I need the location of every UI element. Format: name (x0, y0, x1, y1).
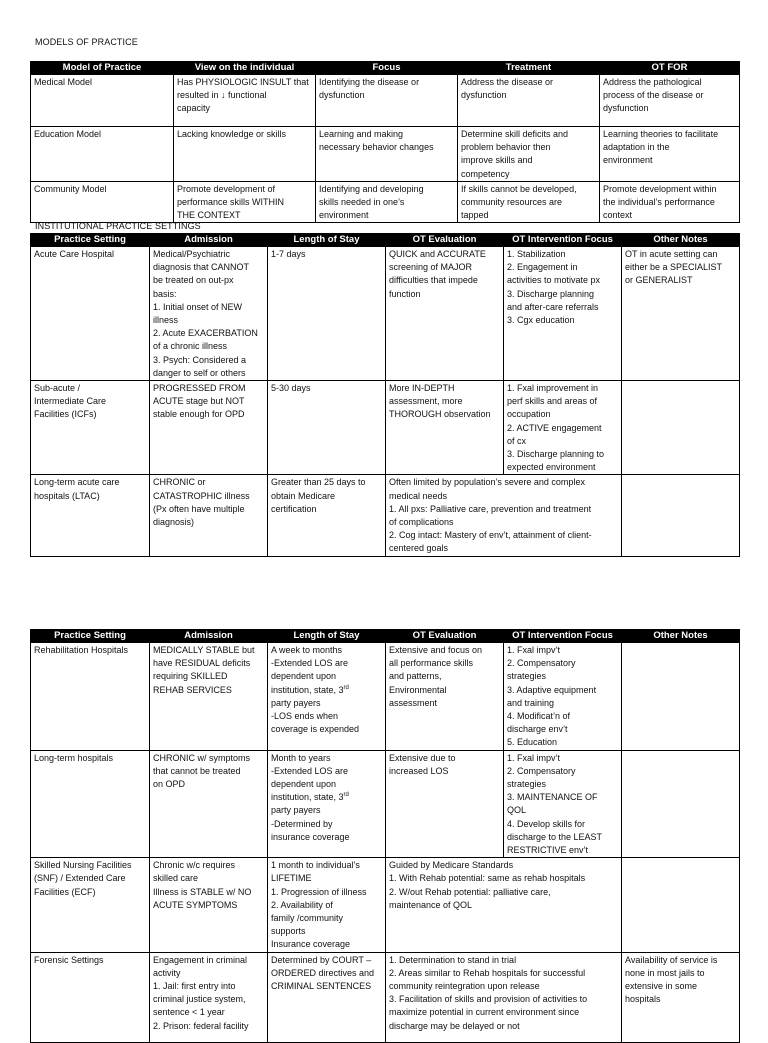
practice-settings-table-1 (30, 233, 740, 557)
header-ot-for: OT FOR (600, 62, 740, 75)
cell-focus (316, 127, 458, 182)
cell-line: supports (271, 926, 306, 937)
models-of-practice-heading: MODELS OF PRACTICE (35, 37, 138, 47)
models-header-row (31, 62, 740, 75)
cell-line: RESTRICTIVE env’t (507, 845, 589, 856)
cell-line: Address the pathological (603, 77, 702, 87)
cell-line: -Extended LOS are (271, 765, 349, 776)
cell-line: maximize potential in current environment since (389, 1007, 580, 1018)
cell-view (174, 75, 316, 127)
header-ot-evaluation: OT Evaluation (386, 630, 504, 643)
cell-line: 3. Cgx education (507, 315, 575, 326)
cell-line: capacity (177, 103, 211, 114)
cell-other-notes (622, 381, 740, 475)
cell-line: (Px often have multiple (153, 503, 245, 514)
cell-ot-evaluation (386, 750, 504, 858)
cell-length-of-stay (268, 750, 386, 858)
settings-row (31, 643, 740, 751)
practice-settings-table-2 (30, 629, 740, 1043)
cell-line: 3. MAINTENANCE OF (507, 792, 598, 803)
cell-line: QUICK and ACCURATE (389, 249, 486, 259)
cell-line: diagnosis that CANNOT (153, 262, 250, 273)
cell-line: -LOS ends when (271, 711, 339, 722)
cell-line: and training (507, 697, 555, 708)
cell-ot-intervention-focus (504, 643, 622, 751)
cell-line: maintenance of QOL (389, 899, 473, 910)
cell-line: Address the disease or (461, 77, 554, 87)
cell-line: 2. Cog intact: Mastery of env’t, attainment of client- (389, 530, 592, 541)
cell-line: 2. Prison: federal facility (153, 1020, 249, 1031)
cell-line: environment (603, 155, 653, 166)
cell-line: Facilities (ICFs) (34, 409, 97, 420)
cell-line: discharge env’t (507, 724, 568, 735)
cell-model (31, 181, 174, 223)
cell-length-of-stay (268, 247, 386, 381)
cell-line: Insurance coverage (271, 939, 351, 950)
cell-line: 1-7 days (271, 249, 306, 259)
cell-line: of a chronic illness (153, 341, 228, 352)
header-ot-evaluation: OT Evaluation (386, 234, 504, 247)
cell-line: insurance coverage (271, 831, 350, 842)
cell-ot-for (600, 181, 740, 223)
cell-line: problem behavior then (461, 142, 551, 153)
cell-practice-setting (31, 858, 150, 952)
cell-line: CHRONIC w/ symptoms (153, 752, 251, 763)
cell-length-of-stay (268, 381, 386, 475)
cell-line: centered goals (389, 543, 449, 554)
cell-other-notes (622, 643, 740, 751)
cell-line: 1. Fxal impv’t (507, 645, 561, 655)
cell-admission (150, 858, 268, 952)
cell-line: family /community (271, 913, 344, 924)
cell-line: 1. Jail: first entry into (153, 981, 236, 992)
cell-line: dependent upon (271, 779, 337, 790)
cell-ot-intervention-focus (504, 381, 622, 475)
cell-line: resulted in ↓ functional (177, 90, 267, 101)
cell-line: occupation (507, 409, 551, 420)
cell-line: basis: (153, 288, 177, 299)
cell-line: community resources are (461, 197, 563, 208)
cell-view (174, 127, 316, 182)
cell-line: and patterns, (389, 671, 442, 682)
cell-practice-setting (31, 381, 150, 475)
cell-line: hospitals (LTAC) (34, 490, 100, 501)
cell-line: that cannot be treated (153, 765, 241, 776)
cell-practice-setting (31, 952, 150, 1042)
cell-line: none in most jails to (625, 967, 705, 978)
cell-line: Extensive due to (389, 752, 456, 763)
cell-line: have RESIDUAL deficits (153, 658, 251, 669)
cell-line: Engagement in criminal (153, 954, 248, 965)
cell-admission (150, 381, 268, 475)
cell-line: requiring SKILLED (153, 671, 228, 682)
cell-line: 1. Progression of illness (271, 886, 367, 897)
institutional-practice-settings-heading: INSTITUTIONAL PRACTICE SETTINGS (35, 221, 201, 231)
cell-line: increased LOS (389, 765, 449, 776)
cell-line: Promote development of (177, 183, 276, 194)
cell-line: illness (153, 315, 179, 326)
cell-other-notes (622, 952, 740, 1042)
cell-line: obtain Medicare (271, 490, 336, 501)
settings-header-row (31, 234, 740, 247)
cell-line: of complications (389, 517, 454, 528)
cell-line: hospitals (625, 994, 661, 1005)
settings-row (31, 247, 740, 381)
cell-line: and after-care referrals (507, 301, 599, 312)
cell-line: expected environment (507, 462, 596, 473)
cell-line: environment (319, 210, 369, 221)
cell-line: extensive in some (625, 981, 698, 992)
cell-line: performance skills WITHIN (177, 197, 285, 208)
cell-line: Environmental (389, 684, 447, 695)
cell-line: institution, state, 3rd (271, 792, 349, 803)
cell-line: or GENERALIST (625, 275, 693, 286)
cell-line: Chronic w/c requires (153, 860, 236, 871)
header-focus: Focus (316, 62, 458, 75)
cell-other-notes (622, 858, 740, 952)
cell-line: Determine skill deficits and (461, 129, 569, 139)
settings-row (31, 475, 740, 556)
cell-line: Long-term acute care (34, 477, 120, 488)
header-admission: Admission (150, 234, 268, 247)
cell-line: 2. W/out Rehab potential: palliative care, (389, 886, 551, 897)
cell-other-notes (622, 475, 740, 556)
cell-line: Month to years (271, 752, 331, 763)
cell-ot-evaluation-and-intervention (386, 952, 622, 1042)
cell-line: LIFETIME (271, 873, 312, 884)
cell-model (31, 75, 174, 127)
cell-line: Extensive and focus on (389, 645, 483, 655)
cell-line: Intermediate Care (34, 396, 107, 407)
cell-ot-intervention-focus (504, 750, 622, 858)
cell-line: certification (271, 503, 317, 514)
cell-admission (150, 750, 268, 858)
cell-line: ORDERED directives and (271, 967, 375, 978)
cell-line: assessment, more (389, 396, 463, 407)
cell-line: danger to self or others (153, 367, 246, 378)
cell-line: ACUTE stage but NOT (153, 396, 245, 407)
cell-line: sentence < 1 year (153, 1007, 225, 1018)
cell-line: Identifying the disease or (319, 77, 420, 87)
cell-length-of-stay (268, 643, 386, 751)
cell-line: Rehabilitation Hospitals (34, 645, 129, 655)
header-practice-setting: Practice Setting (31, 630, 150, 643)
cell-length-of-stay (268, 952, 386, 1042)
cell-length-of-stay (268, 858, 386, 952)
cell-line: improve skills and (461, 155, 533, 166)
cell-line: 1. Fxal improvement in (507, 383, 599, 394)
cell-ot-evaluation-and-intervention (386, 475, 622, 556)
cell-line: institution, state, 3rd (271, 684, 349, 695)
header-practice-setting: Practice Setting (31, 234, 150, 247)
cell-line: context (603, 210, 633, 221)
cell-line: CRIMINAL SENTENCES (271, 981, 372, 992)
cell-line: Learning theories to facilitate (603, 129, 719, 139)
cell-line: Sub-acute / (34, 383, 81, 394)
cell-treatment (458, 75, 600, 127)
cell-line: CATASTROPHIC illness (153, 490, 250, 501)
cell-other-notes (622, 247, 740, 381)
cell-line: 4. Modificat’n of (507, 711, 571, 722)
cell-practice-setting (31, 247, 150, 381)
cell-line: activity (153, 967, 181, 978)
cell-line: 2. Availability of (271, 899, 333, 910)
cell-admission (150, 475, 268, 556)
header-ot-intervention-focus: OT Intervention Focus (504, 234, 622, 247)
cell-line: MEDICALLY STABLE but (153, 645, 255, 655)
cell-line: assessment (389, 697, 438, 708)
settings-row (31, 750, 740, 858)
cell-line: Medical Model (34, 77, 93, 87)
cell-line: 2. Areas similar to Rehab hospitals for successful (389, 967, 586, 978)
cell-line: -Extended LOS are (271, 658, 349, 669)
cell-line: THOROUGH observation (389, 409, 491, 420)
cell-line: OT in acute setting can (625, 249, 718, 259)
cell-line: medical needs (389, 490, 448, 501)
header-treatment: Treatment (458, 62, 600, 75)
cell-line: Medical/Psychiatric (153, 249, 231, 259)
header-length-of-stay: Length of Stay (268, 234, 386, 247)
cell-line: either be a SPECIALIST (625, 262, 723, 273)
cell-line: party payers (271, 697, 321, 708)
cell-line: dysfunction (603, 103, 649, 114)
cell-other-notes (622, 750, 740, 858)
header-other-notes: Other Notes (622, 630, 740, 643)
cell-line: Community Model (34, 183, 107, 194)
cell-line: 3. Psych: Considered a (153, 354, 247, 365)
header-other-notes: Other Notes (622, 234, 740, 247)
cell-focus (316, 75, 458, 127)
cell-ot-intervention-focus (504, 247, 622, 381)
settings-row (31, 858, 740, 952)
cell-line: If skills cannot be developed, (461, 183, 577, 194)
cell-line: Greater than 25 days to (271, 477, 366, 488)
cell-line: Determined by COURT – (271, 954, 372, 965)
cell-ot-for (600, 75, 740, 127)
cell-line: 2. Compensatory (507, 658, 576, 669)
cell-practice-setting (31, 475, 150, 556)
cell-line: party payers (271, 805, 321, 816)
cell-line: Has PHYSIOLOGIC INSULT that (177, 77, 309, 87)
cell-line: 4. Develop skills for (507, 818, 586, 829)
models-row (31, 127, 740, 182)
cell-line: Availability of service is (625, 954, 718, 965)
cell-ot-for (600, 127, 740, 182)
cell-line: all performance skills (389, 658, 474, 669)
cell-line: THE CONTEXT (177, 210, 241, 221)
cell-line: criminal justice system, (153, 994, 246, 1005)
settings-row (31, 952, 740, 1042)
cell-line: QOL (507, 805, 527, 816)
cell-ot-evaluation (386, 247, 504, 381)
cell-treatment (458, 181, 600, 223)
header-admission: Admission (150, 630, 268, 643)
cell-line: strategies (507, 671, 547, 682)
cell-line: dependent upon (271, 671, 337, 682)
cell-line: tapped (461, 210, 489, 221)
cell-treatment (458, 127, 600, 182)
cell-line: Often limited by population’s severe and complex (389, 477, 585, 488)
cell-line: Lacking knowledge or skills (177, 129, 287, 139)
cell-line: of cx (507, 435, 527, 446)
cell-line: Identifying and developing (319, 183, 424, 194)
cell-line: coverage is expended (271, 724, 360, 735)
header-length-of-stay: Length of Stay (268, 630, 386, 643)
cell-line: 3. Discharge planning (507, 288, 595, 299)
cell-line: necessary behavior changes (319, 142, 434, 153)
cell-line: 2. Engagement in (507, 262, 578, 273)
cell-line: Education Model (34, 129, 102, 139)
cell-line: 2. Compensatory (507, 765, 576, 776)
header-ot-intervention-focus: OT Intervention Focus (504, 630, 622, 643)
cell-line: community reintegration upon release (389, 981, 540, 992)
cell-line: 3. Facilitation of skills and provision of activities to (389, 994, 588, 1005)
cell-line: dysfunction (461, 90, 507, 101)
cell-line: 5. Education (507, 737, 558, 748)
cell-line: A week to months (271, 645, 343, 655)
cell-line: diagnosis) (153, 517, 195, 528)
cell-line: 1. Stabilization (507, 249, 566, 259)
settings-header-row (31, 630, 740, 643)
cell-line: skilled care (153, 873, 199, 884)
cell-line: 2. ACTIVE engagement (507, 422, 602, 433)
cell-focus (316, 181, 458, 223)
cell-practice-setting (31, 750, 150, 858)
cell-line: 1. Determination to stand in trial (389, 954, 517, 965)
cell-line: Guided by Medicare Standards (389, 860, 514, 871)
cell-line: stable enough for OPD (153, 409, 245, 420)
cell-line: Skilled Nursing Facilities (34, 860, 132, 871)
cell-line: Promote development within (603, 183, 717, 194)
cell-line: screening of MAJOR (389, 262, 473, 273)
cell-line: process of the disease or (603, 90, 704, 101)
cell-admission (150, 952, 268, 1042)
cell-line: discharge to the LEAST (507, 831, 603, 842)
cell-line: competency (461, 168, 510, 179)
cell-view (174, 181, 316, 223)
cell-line: ACUTE SYMPTOMS (153, 899, 238, 910)
cell-line: 3. Discharge planning to (507, 449, 605, 460)
cell-line: 1. With Rehab potential: same as rehab hospitals (389, 873, 586, 884)
cell-line: 5-30 days (271, 383, 311, 394)
models-row (31, 75, 740, 127)
cell-ot-evaluation-and-intervention (386, 858, 622, 952)
cell-line: the individual’s performance (603, 197, 715, 208)
cell-line: 2. Acute EXACERBATION (153, 328, 258, 339)
cell-line: Illness is STABLE w/ NO (153, 886, 252, 897)
cell-line: Learning and making (319, 129, 404, 139)
cell-line: perf skills and areas of (507, 396, 598, 407)
header-model-of-practice: Model of Practice (31, 62, 174, 75)
cell-practice-setting (31, 643, 150, 751)
cell-line: dysfunction (319, 90, 365, 101)
settings-row (31, 381, 740, 475)
cell-line: PROGRESSED FROM (153, 383, 246, 394)
cell-line: discharge may be delayed or not (389, 1020, 520, 1031)
cell-line: 1 month to individual’s (271, 860, 360, 871)
cell-line: adaptation in the (603, 142, 670, 153)
cell-ot-evaluation (386, 643, 504, 751)
cell-line: skills needed in one’s (319, 197, 405, 208)
models-of-practice-table (30, 61, 740, 223)
cell-line: Long-term hospitals (34, 752, 114, 763)
cell-model (31, 127, 174, 182)
cell-line: strategies (507, 779, 547, 790)
cell-line: be treated on out-px (153, 275, 234, 286)
cell-length-of-stay (268, 475, 386, 556)
cell-line: (SNF) / Extended Care (34, 873, 126, 884)
cell-line: More IN-DEPTH (389, 383, 455, 394)
cell-line: 1. Initial onset of NEW (153, 301, 243, 312)
cell-line: -Determined by (271, 818, 333, 829)
cell-line: function (389, 288, 421, 299)
cell-line: Acute Care Hospital (34, 249, 115, 259)
cell-line: REHAB SERVICES (153, 684, 232, 695)
cell-line: activities to motivate px (507, 275, 601, 286)
cell-admission (150, 643, 268, 751)
cell-line: 1. Fxal impv’t (507, 752, 561, 763)
models-row (31, 181, 740, 223)
cell-admission (150, 247, 268, 381)
cell-line: CHRONIC or (153, 477, 206, 488)
cell-line: difficulties that impede (389, 275, 478, 286)
cell-ot-evaluation (386, 381, 504, 475)
header-view-on-individual: View on the individual (174, 62, 316, 75)
cell-line: Forensic Settings (34, 954, 104, 965)
cell-line: 3. Adaptive equipment (507, 684, 597, 695)
cell-line: Facilities (ECF) (34, 886, 96, 897)
cell-line: on OPD (153, 779, 186, 790)
cell-line: 1. All pxs: Palliative care, prevention and treatment (389, 503, 592, 514)
